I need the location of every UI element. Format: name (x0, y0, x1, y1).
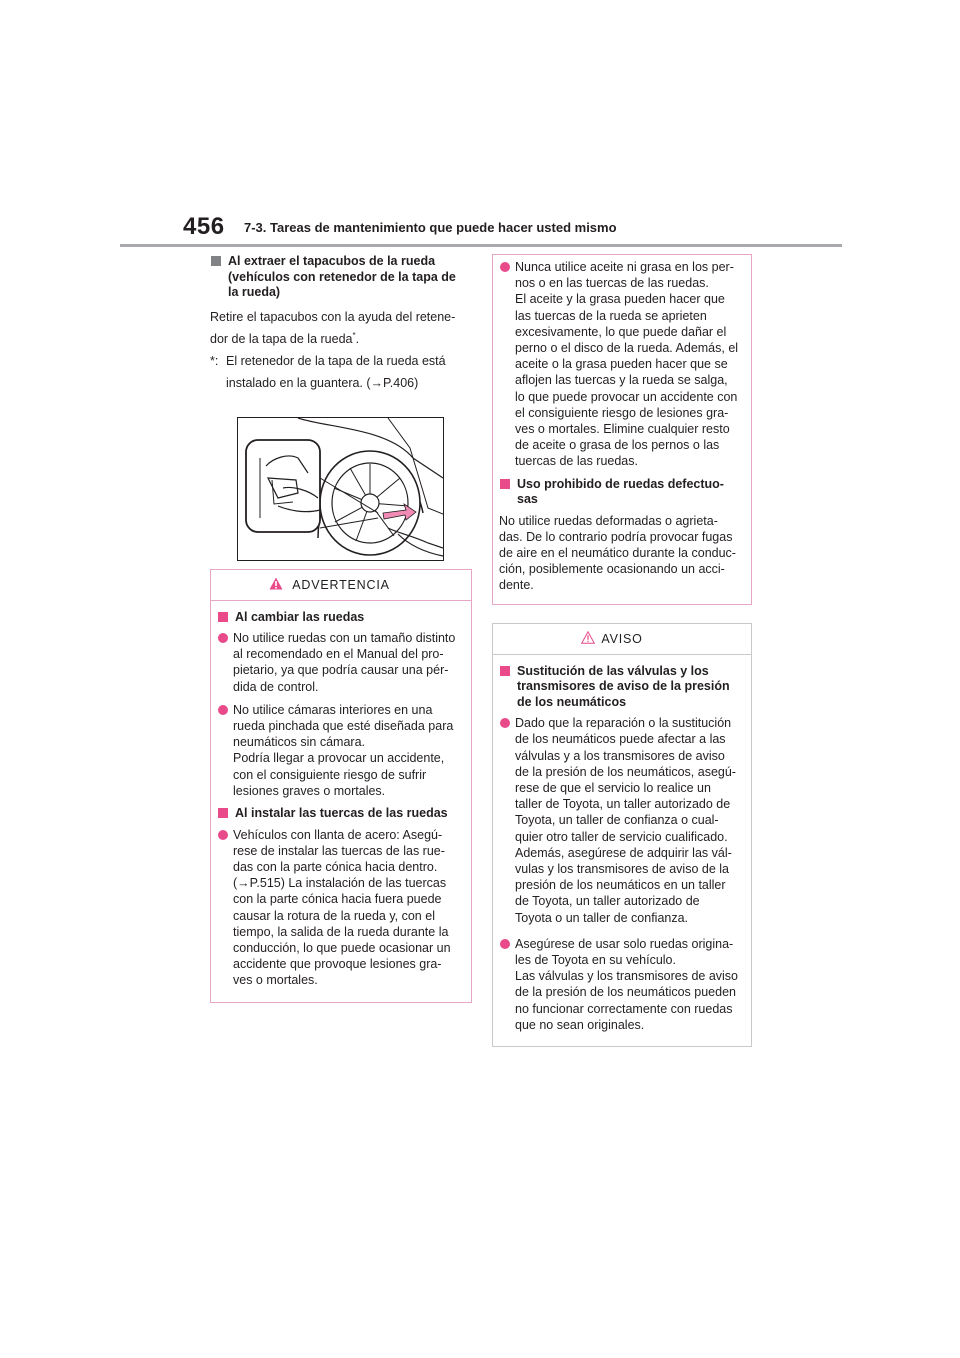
warning-box (210, 569, 472, 1003)
square-bullet-icon (500, 479, 510, 489)
subsection-heading: Al extraer el tapacubos de la rueda (vehículos con retenedor de la tapa de la rueda) (210, 254, 472, 301)
instruction-paragraph: Retire el tapacubos con la ayuda del retene- dor de la tapa de la rueda*. (210, 309, 456, 346)
warning-paragraph: No utilice ruedas deformadas o agrieta- das. De lo contrario podría provocar fugas de aire en el neumático durante la conduc- ción, posiblemente ocasionando un acci- dente. (499, 513, 736, 593)
section-title: 7-3. Tareas de mantenimiento que puede hacer usted mismo (244, 220, 617, 235)
header-divider (120, 244, 842, 247)
notice-heading: Sustitución de las válvulas y los transmisores de aviso de la presión de los neumáticos (499, 664, 745, 711)
round-bullet-icon (500, 718, 510, 728)
notice-header (493, 624, 751, 655)
warning-bullet: Vehículos con llanta de acero: Asegú- rese de instalar las tuercas de las rue- das con la parte cónica hacia dentro. (→P.515) La instalación de las tuercas con la parte cónica hacia fuera puede causar la rotura de la rueda y, con el tiempo, la salida de la rueda durante la conducción, lo que puede ocasionar un accidente que provoque lesiones gra- ves o mortales. (217, 827, 465, 989)
warning-heading-2: Al instalar las tuercas de las ruedas (217, 806, 465, 822)
square-bullet-icon (218, 808, 228, 818)
warning-bullet: No utilice ruedas con un tamaño distinto al recomendado en el Manual del pro- pietario, ya que podría causar una pér- dida de control. (217, 630, 465, 695)
round-bullet-icon (218, 830, 228, 840)
footnote: *: El retenedor de la tapa de la rueda está instalado en la guantera. (→P.406) (210, 353, 446, 390)
warning-heading-1: Al cambiar las ruedas (217, 610, 465, 626)
square-bullet-icon (218, 612, 228, 622)
warning-bullet: No utilice cámaras interiores en una rueda pinchada que esté diseñada para neumáticos sin cámara. Podría llegar a provocar un accidente, con el consiguiente riesgo de sufrir lesiones graves o mortales. (217, 702, 465, 799)
notice-box (492, 623, 752, 1047)
left-column (210, 254, 472, 1003)
wheel-cap-removal-illustration (237, 417, 444, 561)
round-bullet-icon (500, 262, 510, 272)
page-number: 456 (183, 213, 225, 240)
warning-title: ADVERTENCIA (292, 577, 390, 592)
square-bullet-icon (500, 666, 510, 676)
warning-heading-3: Uso prohibido de ruedas defectuo- sas (499, 477, 745, 508)
round-bullet-icon (218, 633, 228, 643)
warning-header (211, 570, 471, 601)
square-bullet-icon (211, 256, 221, 266)
right-column (492, 254, 752, 1047)
round-bullet-icon (500, 939, 510, 949)
notice-title: AVISO (601, 631, 643, 646)
warning-bullet: Nunca utilice aceite ni grasa en los per- nos o en las tuercas de las ruedas. El aceite y la grasa pueden hacer que las tuercas de la rueda se aprieten excesivamente, lo que puede dañar el perno o el disco de la rueda. Además, el aceite o la grasa pueden hacer que se aflojen las tuercas y la rueda se salga, lo que puede provocar un accidente con el consiguiente riesgo de lesiones gra- ves o mortales. Elimine cualquier resto de aceite o grasa de los pernos o las tuercas de las ruedas. (499, 259, 745, 470)
warning-box-continued (492, 254, 752, 605)
notice-bullet: Dado que la reparación o la sustitución de los neumáticos puede afectar a las válvulas y a los transmisores de aviso de la presión de los neumáticos, asegú- rese de que el servicio lo realice un taller de Toyota, un taller autorizado de Toyota, un taller de confianza o cual- quier otro taller de servicio cualificado. Además, asegúrese de adquirir las vál- vulas y los transmisores de aviso de la presión de los neumáticos en un taller de Toyota, un taller autorizado de Toyota o un taller de confianza. (499, 715, 745, 926)
round-bullet-icon (218, 705, 228, 715)
notice-bullet: Asegúrese de usar solo ruedas origina- les de Toyota en su vehículo. Las válvulas y los transmisores de aviso de la presión de los neumáticos pueden no funcionar correctamente con ruedas que no sean originales. (499, 936, 745, 1033)
